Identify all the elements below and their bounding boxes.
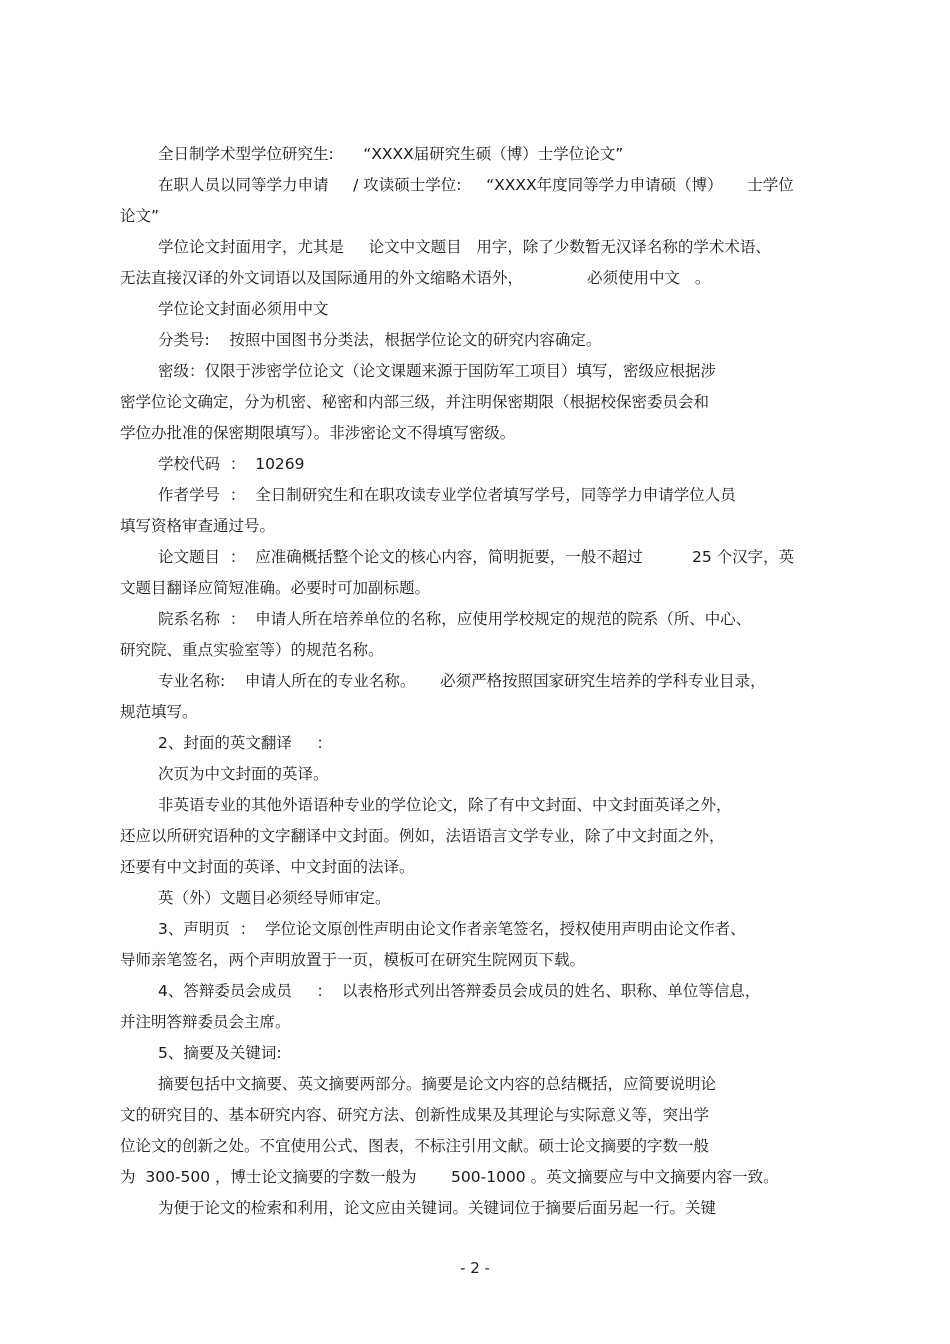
text-line: 位论文的创新之处。不宜使用公式、图表，不标注引用文献。硕士论文摘要的字数一般	[120, 1137, 710, 1155]
text-line: 学校代码 ： 10269	[158, 455, 305, 473]
text-line: 还要有中文封面的英译、中文封面的法译。	[120, 858, 415, 876]
document-body	[120, 139, 850, 1224]
text-line: 还应以所研究语种的文字翻译中文封面。例如，法语语言文学专业，除了中文封面之外，	[120, 827, 725, 845]
section-heading: 2、封面的英文翻译 ：	[158, 734, 332, 752]
text-line: 文的研究目的、基本研究内容、研究方法、创新性成果及其理论与实际意义等，突出学	[120, 1106, 710, 1124]
text-line: 为 300-500 ，博士论文摘要的字数一般为 500-1000 。英文摘要应与中文摘要内容一致。	[120, 1168, 779, 1186]
text-line: 英（外）文题目必须经导师审定。	[158, 889, 391, 907]
text-line: 在职人员以同等学力申请 / 攻读硕士学位: “XXXX年度同等学力申请硕（博） 士学位	[158, 176, 794, 194]
text-line: 次页为中文封面的英译。	[158, 765, 329, 783]
page-number: - 2 -	[460, 1259, 490, 1277]
text-line: 文题目翻译应简短准确。必要时可加副标题。	[120, 579, 431, 597]
text-line: 导师亲笔签名，两个声明放置于一页，模板可在研究生院网页下载。	[120, 951, 586, 969]
text-line: 密级：仅限于涉密学位论文（论文课题来源于国防军工项目）填写，密级应根据涉	[158, 362, 717, 380]
text-line: 全日制学术型学位研究生: “XXXX届研究生硕（博）士学位论文”	[158, 145, 624, 163]
text-line: 无法直接汉译的外文词语以及国际通用的外文缩略术语外， 必须使用中文 。	[120, 269, 711, 287]
text-line: 规范填写。	[120, 703, 198, 721]
text-line: 摘要包括中文摘要、英文摘要两部分。摘要是论文内容的总结概括，应简要说明论	[158, 1075, 717, 1093]
text-line: 学位论文封面必须用中文	[158, 300, 329, 318]
text-line: 作者学号 ： 全日制研究生和在职攻读专业学位者填写学号，同等学力申请学位人员	[158, 486, 736, 504]
text-line: 非英语专业的其他外语语种专业的学位论文，除了有中文封面、中文封面英译之外，	[158, 796, 732, 814]
section-heading: 3、声明页 ： 学位论文原创性声明由论文作者亲笔签名，授权使用声明由论文作者、	[158, 920, 746, 938]
text-line: 密学位论文确定，分为机密、秘密和内部三级，并注明保密期限（根据校保密委员会和	[120, 393, 710, 411]
text-line: 填写资格审查通过号。	[120, 517, 276, 535]
text-line: 学位论文封面用字，尤其是 论文中文题目 用字，除了少数暂无汉译名称的学术术语、	[158, 238, 771, 256]
section-heading: 5、摘要及关键词:	[158, 1044, 282, 1062]
text-line: 并注明答辩委员会主席。	[120, 1013, 291, 1031]
text-line: 论文”	[120, 207, 160, 225]
section-heading: 4、答辩委员会成员 ： 以表格形式列出答辩委员会成员的姓名、职称、单位等信息，	[158, 982, 761, 1000]
text-line: 论文题目 ： 应准确概括整个论文的核心内容，简明扼要，一般不超过 25 个汉字，英	[158, 548, 795, 566]
text-line: 研究院、重点实验室等）的规范名称。	[120, 641, 384, 659]
text-line: 为便于论文的检索和利用，论文应由关键词。关键词位于摘要后面另起一行。关键	[158, 1199, 717, 1217]
text-line: 院系名称 ： 申请人所在培养单位的名称，应使用学校规定的规范的院系（所、中心、	[158, 610, 752, 628]
text-line: 分类号: 按照中国图书分类法，根据学位论文的研究内容确定。	[158, 331, 602, 349]
text-line: 专业名称: 申请人所在的专业名称。 必须严格按照国家研究生培养的学科专业目录，	[158, 672, 766, 690]
text-line: 学位办批准的保密期限填写）。非涉密论文不得填写密级。	[120, 424, 516, 442]
